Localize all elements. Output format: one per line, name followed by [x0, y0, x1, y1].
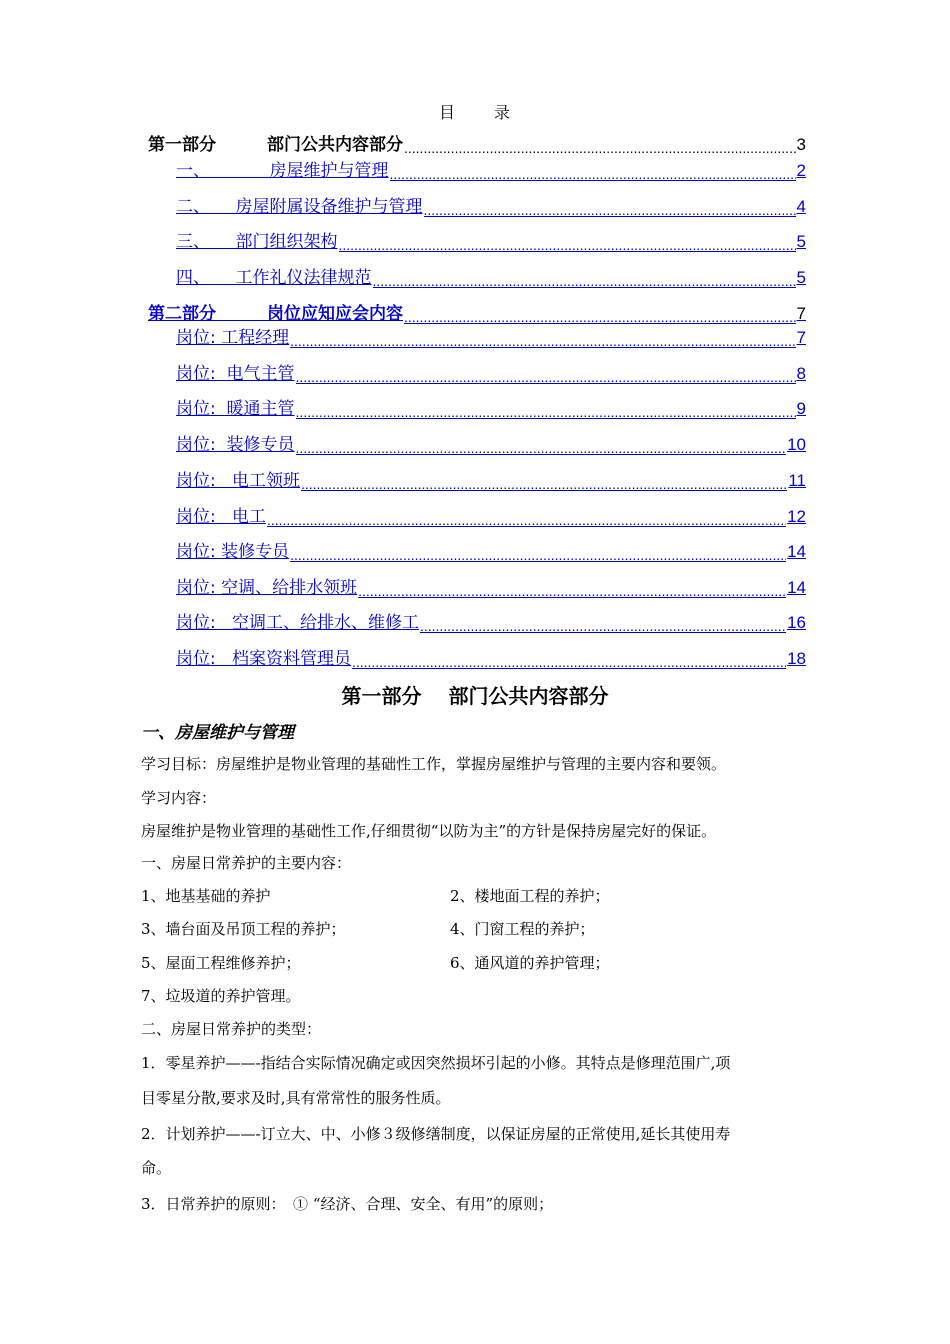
toc-entry-page: 2 — [796, 161, 806, 180]
paragraph-line: 学习内容： — [141, 789, 217, 807]
toc-leader-dots — [352, 655, 786, 669]
toc-entry-label: 岗位: 空调、给排水领班 — [176, 578, 358, 598]
toc-entry-page: 8 — [796, 364, 806, 383]
toc-entry-page: 10 — [787, 435, 806, 454]
toc-entry-label: 二、 房屋附属设备维护与管理 — [176, 197, 423, 217]
toc-leader-dots — [390, 167, 796, 181]
toc-title — [0, 100, 950, 123]
paragraph-line: 2．计划养护——-订立大、中、小修３级修缮制度，以保证房屋的正常使用,延长其使用寿 — [141, 1125, 731, 1143]
paragraph-line: 1．零星养护——-指结合实际情况确定或因突然损坏引起的小修。其特点是修理范围广,项 — [141, 1054, 731, 1072]
toc-leader-dots — [373, 274, 796, 288]
list-item: 3、墙台面及吊顶工程的养护； — [141, 920, 346, 938]
toc-entry-page: 3 — [796, 135, 806, 154]
toc-entry-page: 5 — [796, 232, 806, 251]
toc-leader-dots — [290, 334, 795, 348]
toc-entry-label: 第一部分 部门公共内容部分 — [148, 135, 403, 155]
list-item: 6、通风道的养护管理； — [450, 954, 610, 972]
paragraph-line: 二、房屋日常养护的类型： — [141, 1020, 322, 1038]
paragraph-line: 房屋维护是物业管理的基础性工作,仔细贯彻“以防为主”的方针是保持房屋完好的保证。 — [141, 822, 717, 840]
toc-entry-label: 三、 部门组织架构 — [176, 232, 338, 252]
toc-entry-15[interactable] — [176, 645, 806, 669]
list-item: 2、楼地面工程的养护； — [450, 887, 610, 905]
toc-leader-dots — [404, 310, 796, 324]
toc-entry-14[interactable] — [176, 609, 806, 633]
paragraph-line: 学习目标：房屋维护是物业管理的基础性工作，掌握房屋维护与管理的主要内容和要领。 — [141, 755, 727, 773]
toc-entry-page: 14 — [787, 578, 806, 597]
toc-entry-page: 14 — [787, 542, 806, 561]
toc-entry-part-1[interactable] — [148, 131, 806, 155]
toc-entry-label: 岗位: 工程经理 — [176, 328, 290, 348]
list-item: 5、屋面工程维修养护； — [141, 954, 301, 972]
toc-entry-10[interactable] — [176, 467, 806, 491]
toc-entry-label: 岗位: 电工 — [176, 507, 266, 527]
toc-title-char-2: 录 — [494, 103, 512, 122]
toc-entry-4[interactable] — [176, 264, 806, 288]
toc-title-char-1: 目 — [438, 103, 456, 122]
toc-entry-6[interactable] — [176, 324, 806, 348]
toc-entry-page: 11 — [788, 471, 806, 490]
toc-entry-label: 四、 工作礼仪法律规范 — [176, 268, 372, 288]
toc-leader-dots — [296, 441, 787, 455]
toc-entry-label: 岗位: 装修专员 — [176, 435, 295, 455]
toc-entry-8[interactable] — [176, 395, 806, 419]
toc-leader-dots — [424, 203, 796, 217]
section-heading: 一、房屋维护与管理 — [141, 723, 294, 743]
toc-entry-label: 一、 房屋维护与管理 — [176, 161, 389, 181]
toc-leader-dots — [404, 141, 796, 155]
toc-entry-11[interactable] — [176, 503, 806, 527]
toc-entry-3[interactable] — [176, 228, 806, 252]
toc-leader-dots — [339, 238, 796, 252]
toc-entry-page: 5 — [796, 268, 806, 287]
paragraph-line: 一、房屋日常养护的主要内容： — [141, 854, 352, 872]
toc-entry-page: 4 — [796, 197, 806, 216]
toc-leader-dots — [358, 584, 786, 598]
toc-entry-page: 16 — [787, 613, 806, 632]
toc-entry-label: 岗位: 暖通主管 — [176, 399, 295, 419]
list-item: 4、门窗工程的养护； — [450, 920, 595, 938]
toc-entry-12[interactable] — [176, 538, 806, 562]
paragraph-line: 目零星分散,要求及时,具有常常性的服务性质。 — [141, 1089, 451, 1107]
toc-entry-13[interactable] — [176, 574, 806, 598]
toc-leader-dots — [296, 405, 796, 419]
toc-entry-label: 岗位: 装修专员 — [176, 542, 290, 562]
list-item: 7、垃圾道的养护管理。 — [141, 987, 301, 1005]
toc-entry-label: 岗位: 档案资料管理员 — [176, 649, 351, 669]
toc-entry-label: 岗位: 电气主管 — [176, 364, 295, 384]
toc-entry-7[interactable] — [176, 360, 806, 384]
toc-entry-page: 12 — [787, 507, 806, 526]
paragraph-line: 命。 — [141, 1159, 172, 1177]
toc-entry-part-2[interactable] — [148, 300, 806, 324]
toc-entry-page: 9 — [796, 399, 806, 418]
toc-entry-label: 岗位: 空调工、给排水、维修工 — [176, 613, 419, 633]
toc-leader-dots — [420, 619, 786, 633]
toc-entry-page: 7 — [796, 328, 806, 347]
toc-leader-dots — [296, 370, 796, 384]
toc-entry-page: 7 — [796, 304, 806, 323]
paragraph-line: 3．日常养护的原则： ① “经济、合理、安全、有用”的原则； — [141, 1195, 554, 1213]
toc-leader-dots — [290, 548, 786, 562]
toc-entry-2[interactable] — [176, 193, 806, 217]
toc-entry-label: 岗位: 电工领班 — [176, 471, 300, 491]
toc-entry-1[interactable] — [176, 157, 806, 181]
list-item: 1、地基基础的养护 — [141, 887, 271, 905]
toc-leader-dots — [301, 477, 787, 491]
toc-leader-dots — [267, 513, 786, 527]
toc-entry-page: 18 — [787, 649, 806, 668]
toc-entry-9[interactable] — [176, 431, 806, 455]
part-heading: 第一部分 部门公共内容部分 — [341, 684, 609, 708]
toc-entry-label: 第二部分 岗位应知应会内容 — [148, 304, 403, 324]
